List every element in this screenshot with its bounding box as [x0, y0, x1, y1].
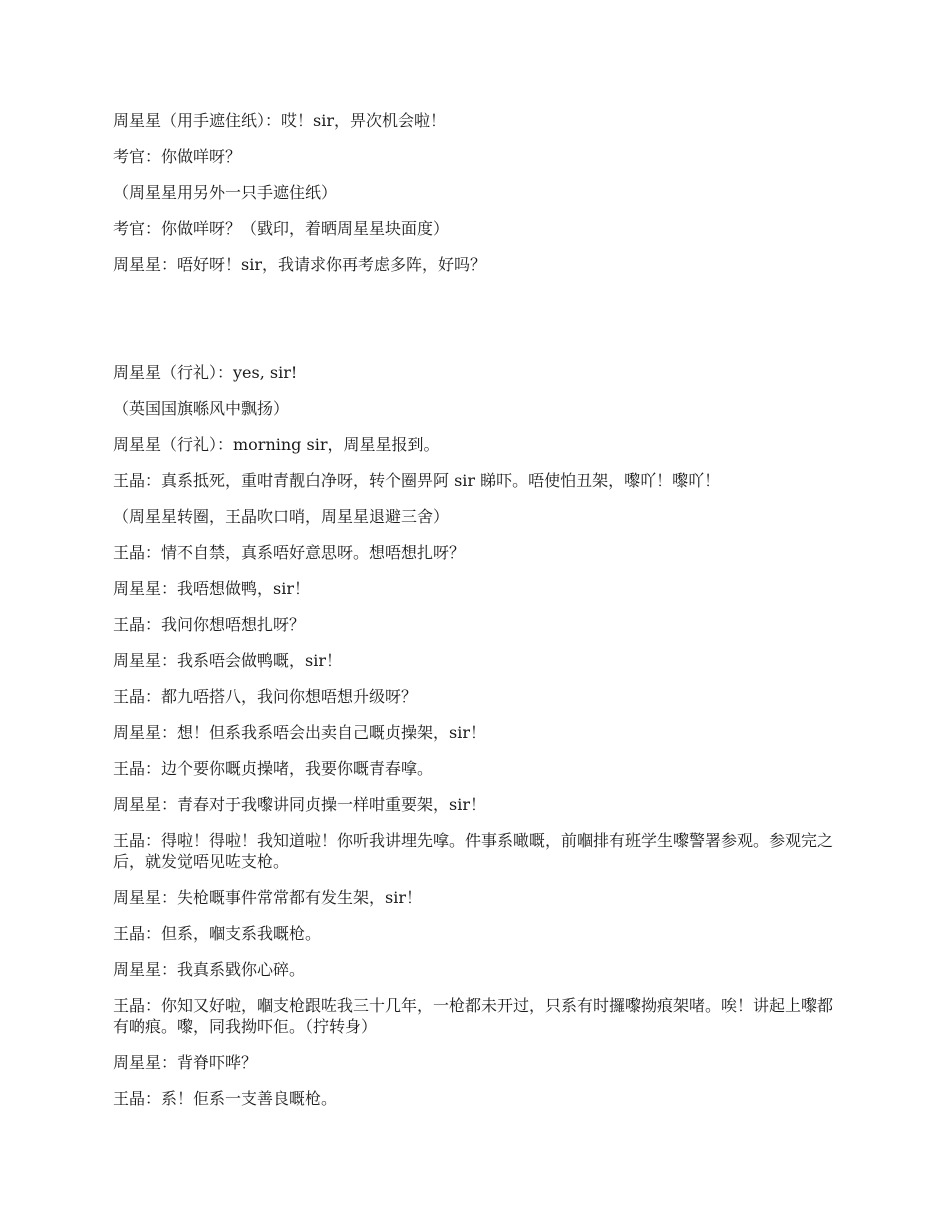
dialogue-line: 考官：你做咩呀？（戥印，着晒周星星块面度） — [113, 219, 450, 238]
dialogue-line: 周星星：唔好呀！sir，我请求你再考虑多阵，好吗？ — [113, 255, 486, 274]
dialogue-line: 周星星：失枪嘅事件常常都有发生架，sir！ — [113, 888, 422, 907]
script-section-top — [113, 110, 843, 290]
dialogue-line: 王晶：都九唔搭八，我问你想唔想升级呀？ — [113, 687, 418, 706]
dialogue-line: 周星星：背脊吓哗？ — [113, 1053, 258, 1072]
dialogue-line: 王晶：系！佢系一支善良嘅枪。 — [113, 1089, 338, 1108]
dialogue-line: 王晶：真系抵死，重咁青靓白净呀，转个圈畀阿 sir 睇吓。唔使怕丑架，嚟吖！嚟吖！ — [113, 471, 721, 490]
dialogue-line: 周星星（用手遮住纸）：哎！sir，畀次机会啦！ — [113, 111, 446, 130]
dialogue-line: 王晶：情不自禁，真系唔好意思呀。想唔想扎呀？ — [113, 543, 466, 562]
stage-direction: （周星星用另外一只手遮住纸） — [113, 183, 338, 202]
dialogue-line: 王晶：得啦！得啦！我知道啦！你听我讲埋先嗱。件事系噉嘅，前嗰排有班学生嚟警署参观。参观完之后，就发觉唔见咗支枪。 — [113, 831, 834, 871]
dialogue-line: 周星星（行礼）：yes, sir! — [113, 363, 298, 382]
script-section-main — [113, 362, 843, 1124]
dialogue-line: 王晶：边个要你嘅贞操啫，我要你嘅青春嗱。 — [113, 759, 434, 778]
dialogue-line: 王晶：你知又好啦，嗰支枪跟咗我三十几年，一枪都未开过，只系有时攞嚟拗痕架啫。唉！讲起上嚟都有啲痕。嚟，同我拗吓佢。（拧转身） — [113, 996, 834, 1036]
dialogue-line: 王晶：我问你想唔想扎呀？ — [113, 615, 306, 634]
dialogue-line: 周星星：青春对于我嚟讲同贞操一样咁重要架，sir！ — [113, 795, 486, 814]
dialogue-line: 周星星：我系唔会做鸭嘅，sir！ — [113, 651, 342, 670]
stage-direction: （周星星转圈，王晶吹口哨，周星星退避三舍） — [113, 507, 450, 526]
dialogue-line: 周星星：我真系戥你心碎。 — [113, 960, 306, 979]
dialogue-line: 周星星（行礼）：morning sir，周星星报到。 — [113, 435, 440, 454]
stage-direction: （英国国旗喺风中飘扬） — [113, 399, 290, 418]
dialogue-line: 考官：你做咩呀？ — [113, 147, 242, 166]
dialogue-line: 周星星：我唔想做鸭，sir！ — [113, 579, 310, 598]
dialogue-line: 王晶：但系，嗰支系我嘅枪。 — [113, 924, 322, 943]
dialogue-line: 周星星：想！但系我系唔会出卖自己嘅贞操架，sir！ — [113, 723, 486, 742]
